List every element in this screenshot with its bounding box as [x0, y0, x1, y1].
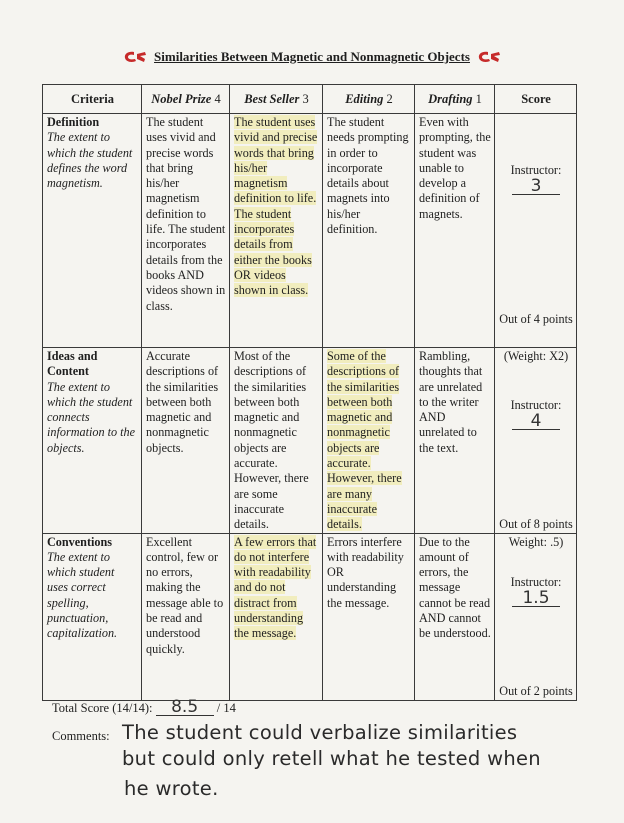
title-row — [0, 48, 624, 65]
instructor-score: 1.5 — [512, 590, 560, 607]
score-cell — [495, 533, 577, 700]
rubric-table — [42, 84, 577, 701]
row-ideas-content — [43, 348, 577, 534]
level-cell: Even with prompting, the student was unable to develop a definition of magnets. — [415, 114, 495, 348]
total-score — [52, 697, 236, 717]
criterion-cell — [43, 533, 142, 700]
criterion-cell — [43, 348, 142, 534]
instructor-label: Instructor: — [510, 163, 562, 177]
row-conventions — [43, 533, 577, 700]
level-cell-highlighted: A few errors that do not interfere with readability and do not distract from understanding the message. — [230, 533, 323, 700]
row-definition — [43, 114, 577, 348]
criterion-name: Ideas and Content — [47, 349, 98, 379]
page-title: Similarities Between Magnetic and Nonmagnetic Objects — [154, 49, 470, 65]
comment-line-3: he wrote. — [124, 777, 219, 800]
level-cell: Errors interfere with readability OR understanding the message. — [323, 533, 415, 700]
comments-label: Comments: — [52, 729, 110, 743]
criterion-description: The extent to which student uses correct spelling, punctuation, capitalization. — [47, 549, 118, 641]
weight-label: (Weight: X2) — [503, 349, 569, 363]
out-of-points: Out of 8 points — [499, 517, 573, 532]
criterion-description: The extent to which the student defines the word magnetism. — [47, 130, 133, 191]
criterion-name: Conventions — [47, 534, 113, 549]
header-level-2: Editing 2 — [323, 85, 415, 114]
score-cell — [495, 114, 577, 348]
instructor-score: 3 — [512, 178, 560, 195]
level-cell: Most of the descriptions of the similarities between both magnetic and nonmagnetic objects are accurate. However, there are some inaccurate details. — [230, 348, 323, 534]
instructor-label: Instructor: — [510, 574, 562, 589]
instructor-label: Instructor: — [510, 398, 562, 412]
logo-right-icon — [477, 50, 501, 64]
level-cell: The student needs prompting in order to incorporate details about magnets into his/her definition. — [323, 114, 415, 348]
logo-left-icon — [123, 50, 147, 64]
score-cell — [495, 348, 577, 534]
out-of-points: Out of 2 points — [499, 684, 573, 699]
instructor-score: 4 — [512, 413, 560, 430]
weight-label: Weight: .5) — [508, 534, 564, 549]
level-cell: Due to the amount of errors, the message cannot be read AND cannot be understood. — [415, 533, 495, 700]
level-cell: The student uses vivid and precise words that bring his/her magnetism definition to life. The student incorporates details from the books AND videos shown in class. — [142, 114, 230, 348]
criterion-description: The extent to which the student connects information to the objects. — [47, 379, 136, 455]
comment-line-2: but could only retell what he tested when — [122, 747, 541, 770]
header-level-3: Best Seller 3 — [230, 85, 323, 114]
header-criteria: Criteria — [43, 85, 142, 114]
header-score: Score — [495, 85, 577, 114]
comment-line-1: The student could verbalize similarities — [122, 721, 518, 744]
total-label: Total Score (14/14): — [52, 701, 153, 715]
header-level-1: Drafting 1 — [415, 85, 495, 114]
level-cell: Rambling, thoughts that are unrelated to the writer AND unrelated to the text. — [415, 348, 495, 534]
header-level-4: Nobel Prize 4 — [142, 85, 230, 114]
total-suffix: / 14 — [216, 701, 236, 715]
header-row — [43, 85, 577, 114]
criterion-name: Definition — [47, 115, 100, 129]
level-cell: Excellent control, few or no errors, making the message able to be read and understood quickly. — [142, 533, 230, 700]
level-cell: Accurate descriptions of the similarities between both magnetic and nonmagnetic objects. — [142, 348, 230, 534]
total-value: 8.5 — [156, 700, 214, 716]
out-of-points: Out of 4 points — [499, 311, 573, 326]
criterion-cell — [43, 114, 142, 348]
level-cell-highlighted: The student uses vivid and precise words that bring his/her magnetism definition to life. The student incorporates details from either the books OR videos shown in class. — [230, 114, 323, 348]
level-cell-highlighted: Some of the descriptions of the similarities between both magnetic and nonmagnetic objects are accurate. However, there are many inaccurate details. — [323, 348, 415, 534]
